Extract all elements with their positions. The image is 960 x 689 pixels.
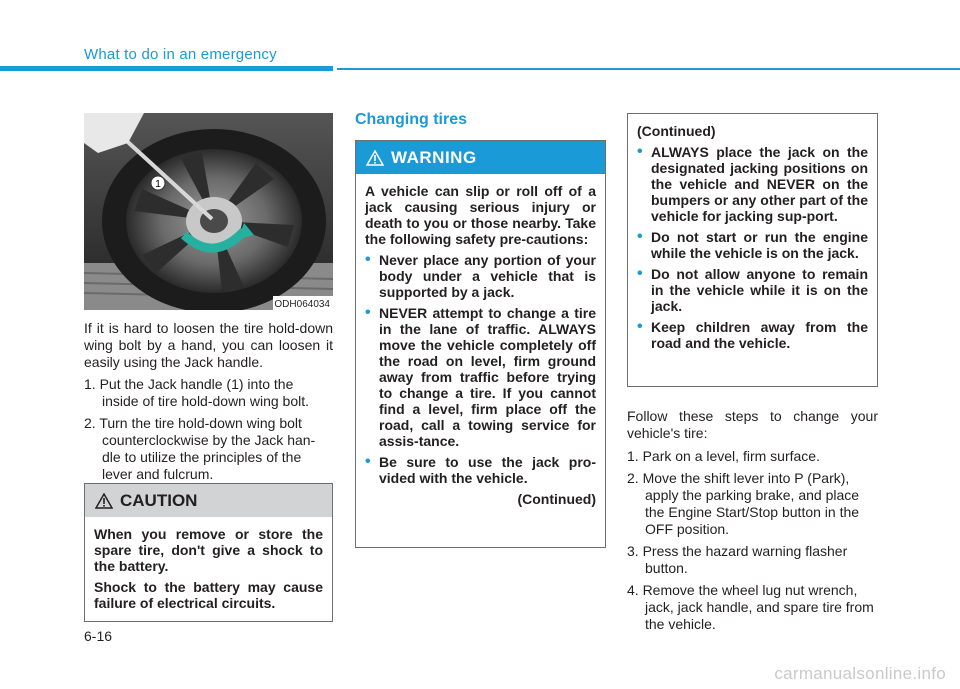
list-item: 1. Park on a level, firm surface. <box>627 448 820 464</box>
continued-heading: (Continued) <box>637 123 716 139</box>
warning-box <box>355 140 606 548</box>
list-item: • NEVER attempt to change a tire in the lane of traffic. ALWAYS move the vehicle completely off the road on level, firm ground away from traffic before trying to change a tire. If you cannot find a level, firm place off the road, call a towing service for assis-tance. <box>365 304 596 449</box>
watermark: carmanualsonline.info <box>774 664 946 683</box>
continued-bullets <box>637 144 868 351</box>
list-item: • ALWAYS place the jack on the designated jacking positions on the vehicle and NEVER on the bumpers or any other part of the vehicle for jacking sup-port. <box>637 143 868 224</box>
bullet-icon: • <box>365 304 371 321</box>
bullet-icon: • <box>637 143 643 160</box>
caution-body <box>85 517 332 624</box>
warning-intro: A vehicle can slip or roll off of a jack causing serious injury or death to you or those nearby. Take the following safety pre-cautions: <box>365 183 596 247</box>
warning-body <box>356 174 605 515</box>
warning-header <box>356 141 605 174</box>
intro-block <box>84 320 333 488</box>
intro-steps <box>84 376 333 483</box>
continued-box <box>627 113 878 387</box>
caution-paragraph: When you remove or store the spare tire, don't give a shock to the battery. <box>94 526 323 574</box>
continued-body <box>628 114 877 364</box>
caution-paragraph: Shock to the battery may cause failure of electrical circuits. <box>94 579 323 611</box>
list-item: • Do not allow anyone to remain in the vehicle while it is on the jack. <box>637 265 868 314</box>
photo-callout: 1 <box>155 179 161 190</box>
header-rule-thin <box>337 68 960 70</box>
warning-title: WARNING <box>391 147 477 167</box>
list-item: 2. Move the shift lever into P (Park), apply the parking brake, and place the Engine Start/Stop button in the OFF position. <box>627 470 860 537</box>
list-item: • Do not start or run the engine while the vehicle is on the jack. <box>637 228 868 261</box>
list-item: • Never place any portion of your body under a vehicle that is supported by a jack. <box>365 251 596 300</box>
tire-jack-handle-photo-icon <box>84 113 333 310</box>
intro-paragraph: If it is hard to loosen the tire hold-down wing bolt by a hand, you can loosen it easily using the Jack handle. <box>84 320 333 370</box>
procedure-block <box>627 408 878 638</box>
list-item: 4. Remove the wheel lug nut wrench, jack, jack handle, and spare tire from the vehicle. <box>627 582 874 632</box>
bullet-icon: • <box>365 251 371 268</box>
warning-bullets <box>365 252 596 486</box>
bullet-icon: • <box>637 318 643 335</box>
bullet-icon: • <box>365 453 371 470</box>
list-item: 3. Press the hazard warning flasher button. <box>627 543 848 576</box>
bullet-icon: • <box>637 265 643 282</box>
procedure-steps <box>627 448 878 633</box>
list-item: • Keep children away from the road and the vehicle. <box>637 318 868 351</box>
header-rule-thick <box>0 66 333 71</box>
warning-triangle-icon <box>95 493 113 509</box>
warning-triangle-icon <box>366 150 384 166</box>
section-title: What to do in an emergency <box>84 46 277 63</box>
tire-photo <box>84 113 333 310</box>
warning-continued: (Continued) <box>517 491 596 507</box>
caution-title: CAUTION <box>120 490 198 510</box>
list-item: 2. Turn the tire hold-down wing bolt counterclockwise by the Jack han-dle to utilize the principles of the lever and fulcrum. <box>84 415 316 482</box>
page-number: 6-16 <box>84 628 113 644</box>
list-item: 1. Put the Jack handle (1) into the inside of tire hold-down wing bolt. <box>84 376 310 409</box>
procedure-intro: Follow these steps to change your vehicle's tire: <box>627 408 878 441</box>
changing-tires-title: Changing tires <box>355 111 468 128</box>
caution-header <box>85 484 332 517</box>
photo-code: ODH064034 <box>274 299 330 310</box>
bullet-icon: • <box>637 228 643 245</box>
list-item: • Be sure to use the jack pro-vided with the vehicle. <box>365 453 596 486</box>
caution-box <box>84 483 333 622</box>
